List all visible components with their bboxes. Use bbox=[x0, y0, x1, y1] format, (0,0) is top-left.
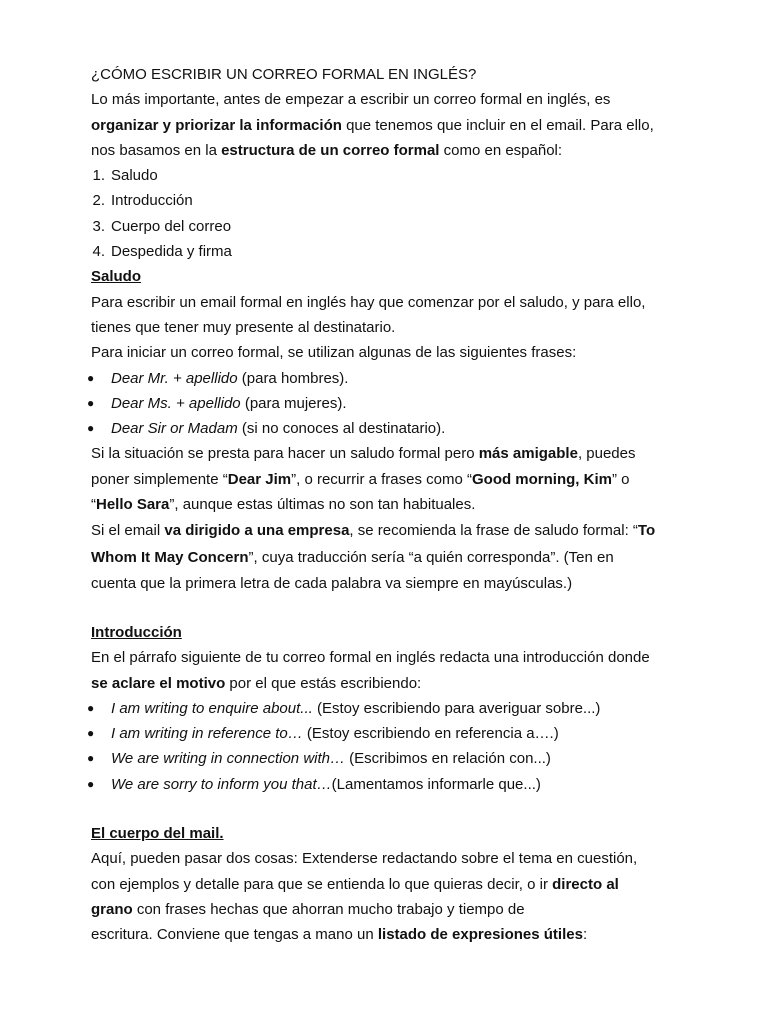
saludo-paragraph-line bbox=[91, 441, 691, 466]
body-text: , se recomienda la frase de saludo formal: “ bbox=[349, 522, 638, 540]
introduccion-paragraph-line bbox=[91, 671, 691, 696]
intro-text: como en español: bbox=[439, 141, 563, 159]
bullet-icon: ● bbox=[87, 726, 95, 741]
bullet-icon: ● bbox=[87, 751, 95, 766]
phrase-note: (Lamentamos informarle que...) bbox=[331, 775, 541, 793]
bold-text: listado de expresiones útiles bbox=[377, 926, 583, 944]
list-item bbox=[87, 391, 691, 416]
saludo-paragraph-line bbox=[91, 492, 691, 517]
phrase-note: (Estoy escribiendo en referencia a….) bbox=[302, 725, 559, 743]
phrase-italic: Dear Sir or Madam bbox=[111, 420, 238, 438]
list-item bbox=[87, 366, 691, 391]
introduccion-paragraph-line: En el párrafo siguiente de tu correo formal en inglés redacta una introducción donde bbox=[91, 649, 650, 667]
saludo-paragraph-line bbox=[91, 517, 691, 545]
bullet-icon: ● bbox=[87, 776, 95, 791]
saludo-paragraph-line: Para escribir un email formal en inglés hay que comenzar por el saludo, y para ello, bbox=[91, 293, 646, 311]
phrase-italic: I am writing in reference to… bbox=[111, 725, 303, 743]
list-item-label: Saludo bbox=[111, 167, 158, 185]
bold-text: directo al bbox=[552, 875, 619, 893]
body-text: Si el email bbox=[91, 522, 165, 540]
intro-line-2 bbox=[91, 113, 691, 138]
body-text: escritura. Conviene que tengas a mano un bbox=[91, 926, 378, 944]
phrase-note: (para hombres). bbox=[237, 369, 349, 387]
saludo-paragraph-line: cuenta que la primera letra de cada palabra va siempre en mayúsculas.) bbox=[91, 574, 573, 592]
introduccion-bullet-list bbox=[87, 696, 691, 797]
document-title: ¿CÓMO ESCRIBIR UN CORREO FORMAL EN INGLÉS? bbox=[91, 66, 477, 83]
list-item-label: Despedida y firma bbox=[111, 243, 232, 261]
phrase-italic: Dear Ms. + apellido bbox=[111, 394, 241, 412]
phrase-note: (si no conoces al destinatario). bbox=[237, 420, 446, 438]
list-item bbox=[87, 696, 691, 721]
intro-text: que tenemos que incluir en el email. Para ello, bbox=[341, 116, 654, 134]
body-text: , puedes bbox=[577, 445, 636, 463]
phrase-note: (Escribimos en relación con...) bbox=[345, 750, 551, 768]
paragraph-gap bbox=[91, 596, 691, 620]
body-text: con ejemplos y detalle para que se entienda lo que quieras decir, o ir bbox=[91, 875, 553, 893]
list-item bbox=[87, 721, 691, 746]
bold-text: más amigable bbox=[478, 445, 578, 463]
list-item-label: Introducción bbox=[111, 192, 193, 210]
cuerpo-paragraph-line bbox=[91, 872, 691, 897]
list-number: 1. bbox=[92, 167, 105, 185]
body-text: “ bbox=[91, 496, 96, 514]
bullet-icon: ● bbox=[87, 370, 95, 385]
bold-text: Good morning, Kim bbox=[471, 470, 612, 488]
list-item bbox=[91, 163, 691, 188]
paragraph-gap bbox=[91, 797, 691, 821]
section-title-introduccion: Introducción bbox=[91, 623, 182, 641]
phrase-italic: We are sorry to inform you that… bbox=[111, 775, 332, 793]
body-text: ” o bbox=[611, 470, 630, 488]
saludo-bullet-list bbox=[87, 366, 691, 442]
structure-list bbox=[91, 163, 691, 264]
cuerpo-paragraph-line bbox=[91, 897, 691, 922]
intro-bold-organize: organizar y priorizar la información bbox=[91, 116, 342, 134]
list-number: 4. bbox=[92, 243, 105, 261]
list-item bbox=[91, 214, 691, 239]
cuerpo-paragraph-line bbox=[91, 922, 691, 947]
body-text: poner simplemente “ bbox=[91, 470, 228, 488]
phrase-italic: I am writing to enquire about... bbox=[111, 699, 313, 717]
cuerpo-paragraph-line: Aquí, pueden pasar dos cosas: Extenderse redactando sobre el tema en cuestión, bbox=[91, 850, 638, 868]
intro-bold-structure: estructura de un correo formal bbox=[221, 141, 440, 159]
section-title-cuerpo: El cuerpo del mail. bbox=[91, 825, 224, 843]
list-item bbox=[87, 416, 691, 441]
saludo-paragraph-line bbox=[91, 545, 691, 570]
bold-text: To bbox=[637, 522, 656, 540]
phrase-note: (para mujeres). bbox=[240, 394, 347, 412]
phrase-italic: Dear Mr. + apellido bbox=[111, 369, 238, 387]
intro-line-3 bbox=[91, 138, 691, 163]
intro-text: nos basamos en la bbox=[91, 141, 222, 159]
document-page bbox=[87, 62, 691, 948]
intro-line-1: Lo más importante, antes de empezar a escribir un correo formal en inglés, es bbox=[91, 91, 611, 109]
body-text: ”, aunque estas últimas no son tan habituales. bbox=[169, 496, 476, 514]
saludo-paragraph-line: tienes que tener muy presente al destinatario. bbox=[91, 318, 396, 336]
list-item bbox=[91, 239, 691, 264]
list-item bbox=[87, 746, 691, 771]
phrase-note: (Estoy escribiendo para averiguar sobre...) bbox=[312, 699, 601, 717]
bold-text: va dirigido a una empresa bbox=[164, 522, 350, 540]
body-text: Si la situación se presta para hacer un saludo formal pero bbox=[91, 445, 479, 463]
bold-text: se aclare el motivo bbox=[91, 674, 226, 692]
saludo-paragraph-line: Para iniciar un correo formal, se utilizan algunas de las siguientes frases: bbox=[91, 344, 577, 362]
saludo-paragraph-line bbox=[91, 467, 691, 492]
list-number: 3. bbox=[92, 217, 105, 235]
bullet-icon: ● bbox=[87, 421, 95, 436]
bold-text: grano bbox=[91, 900, 133, 918]
body-text: con frases hechas que ahorran mucho trabajo y tiempo de bbox=[132, 900, 525, 918]
body-text: ”, o recurrir a frases como “ bbox=[291, 470, 472, 488]
body-text: por el que estás escribiendo: bbox=[225, 674, 422, 692]
section-title-saludo: Saludo bbox=[91, 268, 142, 286]
bold-text: Dear Jim bbox=[227, 470, 292, 488]
list-number: 2. bbox=[92, 192, 105, 210]
body-text: ”, cuya traducción sería “a quién corresponda”. (Ten en bbox=[248, 549, 614, 567]
bold-text: Hello Sara bbox=[96, 496, 170, 514]
list-item-label: Cuerpo del correo bbox=[111, 217, 232, 235]
body-text: : bbox=[582, 926, 588, 944]
phrase-italic: We are writing in connection with… bbox=[111, 750, 345, 768]
list-item bbox=[87, 772, 691, 797]
bullet-icon: ● bbox=[87, 395, 95, 410]
bullet-icon: ● bbox=[87, 700, 95, 715]
bold-text: Whom It May Concern bbox=[91, 549, 249, 567]
list-item bbox=[91, 188, 691, 213]
